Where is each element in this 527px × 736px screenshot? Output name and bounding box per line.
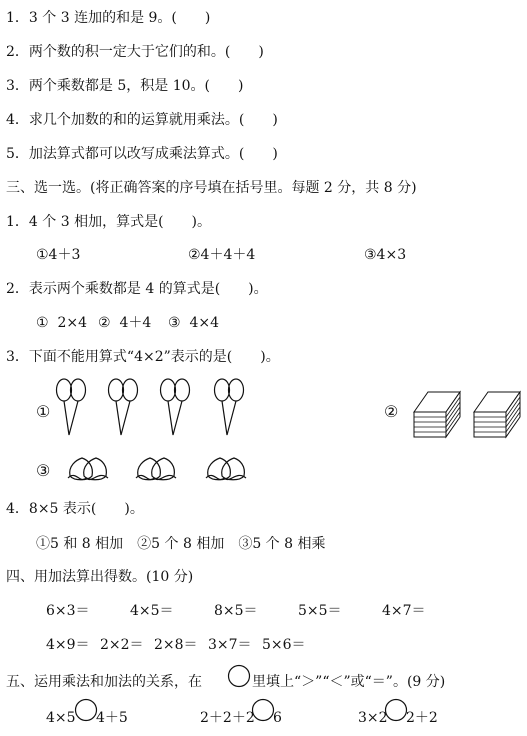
peach-pair-icon xyxy=(136,458,176,480)
judge-item-3: 3．两个乘数都是 5，积是 10。( ) xyxy=(6,78,244,94)
add-row2-item-4: 3×7＝ xyxy=(208,637,252,653)
add-row1-item-2: 4×5＝ xyxy=(130,603,174,619)
choose-q2-stem: 2．表示两个乘数都是 4 的算式是( )。 xyxy=(6,281,268,297)
choose-q1-option-3: ③4×3 xyxy=(364,247,407,263)
book-stack-icon xyxy=(474,392,520,437)
compare-item-3-right: 2＋2 xyxy=(406,710,438,726)
balloon-pair-icon xyxy=(57,379,86,435)
answer-circle-input[interactable] xyxy=(384,698,408,722)
choose-q2-option-2: ② 4＋4 xyxy=(98,315,152,331)
peach-pair-icon xyxy=(68,458,108,480)
balloon-pair-icon xyxy=(109,379,138,435)
add-row2-item-2: 2×2＝ xyxy=(100,637,144,653)
choose-q2-option-1: ① 2×4 xyxy=(36,315,87,331)
choose-q4-options: ①5 和 8 相加 ②5 个 8 相加 ③5 个 8 相乘 xyxy=(36,536,326,552)
section-add-heading: 四、用加法算出得数。(10 分) xyxy=(6,569,194,585)
book-stack-icon xyxy=(414,392,460,437)
blank-circle-icon xyxy=(227,664,251,688)
choose-q3-mark-3: ③ xyxy=(36,461,51,480)
judge-item-4: 4．求几个加数的和的运算就用乘法。( ) xyxy=(6,112,278,128)
balloon-pair-icon xyxy=(161,379,190,435)
add-row1-item-4: 5×5＝ xyxy=(298,603,342,619)
compare-item-2-left: 2＋2＋2 xyxy=(200,710,255,726)
balloon-pairs-picture xyxy=(52,375,262,439)
choose-q1-option-1: ①4＋3 xyxy=(36,247,81,263)
peach-pair-icon xyxy=(206,458,246,480)
compare-item-1-right: 4＋5 xyxy=(96,710,128,726)
compare-item-2-right: 6 xyxy=(273,710,282,726)
add-row1-item-3: 8×5＝ xyxy=(214,603,258,619)
choose-q3-mark-1: ① xyxy=(36,402,51,421)
choose-q3-mark-2: ② xyxy=(384,402,399,421)
add-row1-item-1: 6×3＝ xyxy=(46,603,90,619)
choose-q2-option-3: ③ 4×4 xyxy=(168,315,219,331)
compare-item-1-left: 4×5 xyxy=(46,710,76,726)
compare-item-3-left: 3×2 xyxy=(358,710,388,726)
section-compare-heading-start: 五、运用乘法和加法的关系，在 xyxy=(6,674,202,690)
judge-item-2: 2．两个数的积一定大于它们的和。( ) xyxy=(6,44,264,60)
answer-circle-input[interactable] xyxy=(74,698,98,722)
add-row2-item-5: 5×6＝ xyxy=(262,637,306,653)
section-compare-heading-end: 里填上“＞”“＜”或“＝”。(9 分) xyxy=(252,674,446,690)
choose-q1-option-2: ②4＋4＋4 xyxy=(188,247,256,263)
choose-q4-stem: 4．8×5 表示( )。 xyxy=(6,501,144,517)
judge-item-1: 1．3 个 3 连加的和是 9。( ) xyxy=(6,10,211,26)
balloon-pair-icon xyxy=(215,379,244,435)
add-row2-item-1: 4×9＝ xyxy=(46,637,90,653)
book-stacks-picture xyxy=(408,386,524,442)
peach-pairs-picture xyxy=(66,454,256,486)
choose-q1-stem: 1．4 个 3 相加，算式是( )。 xyxy=(6,214,211,230)
answer-circle-input[interactable] xyxy=(251,698,275,722)
choose-q3-stem: 3．下面不能用算式“4×2”表示的是( )。 xyxy=(6,349,280,365)
add-row1-item-5: 4×7＝ xyxy=(382,603,426,619)
section-choose-heading: 三、选一选。(将正确答案的序号填在括号里。每题 2 分，共 8 分) xyxy=(6,180,417,196)
judge-item-5: 5．加法算式都可以改写成乘法算式。( ) xyxy=(6,146,278,162)
add-row2-item-3: 2×8＝ xyxy=(154,637,198,653)
